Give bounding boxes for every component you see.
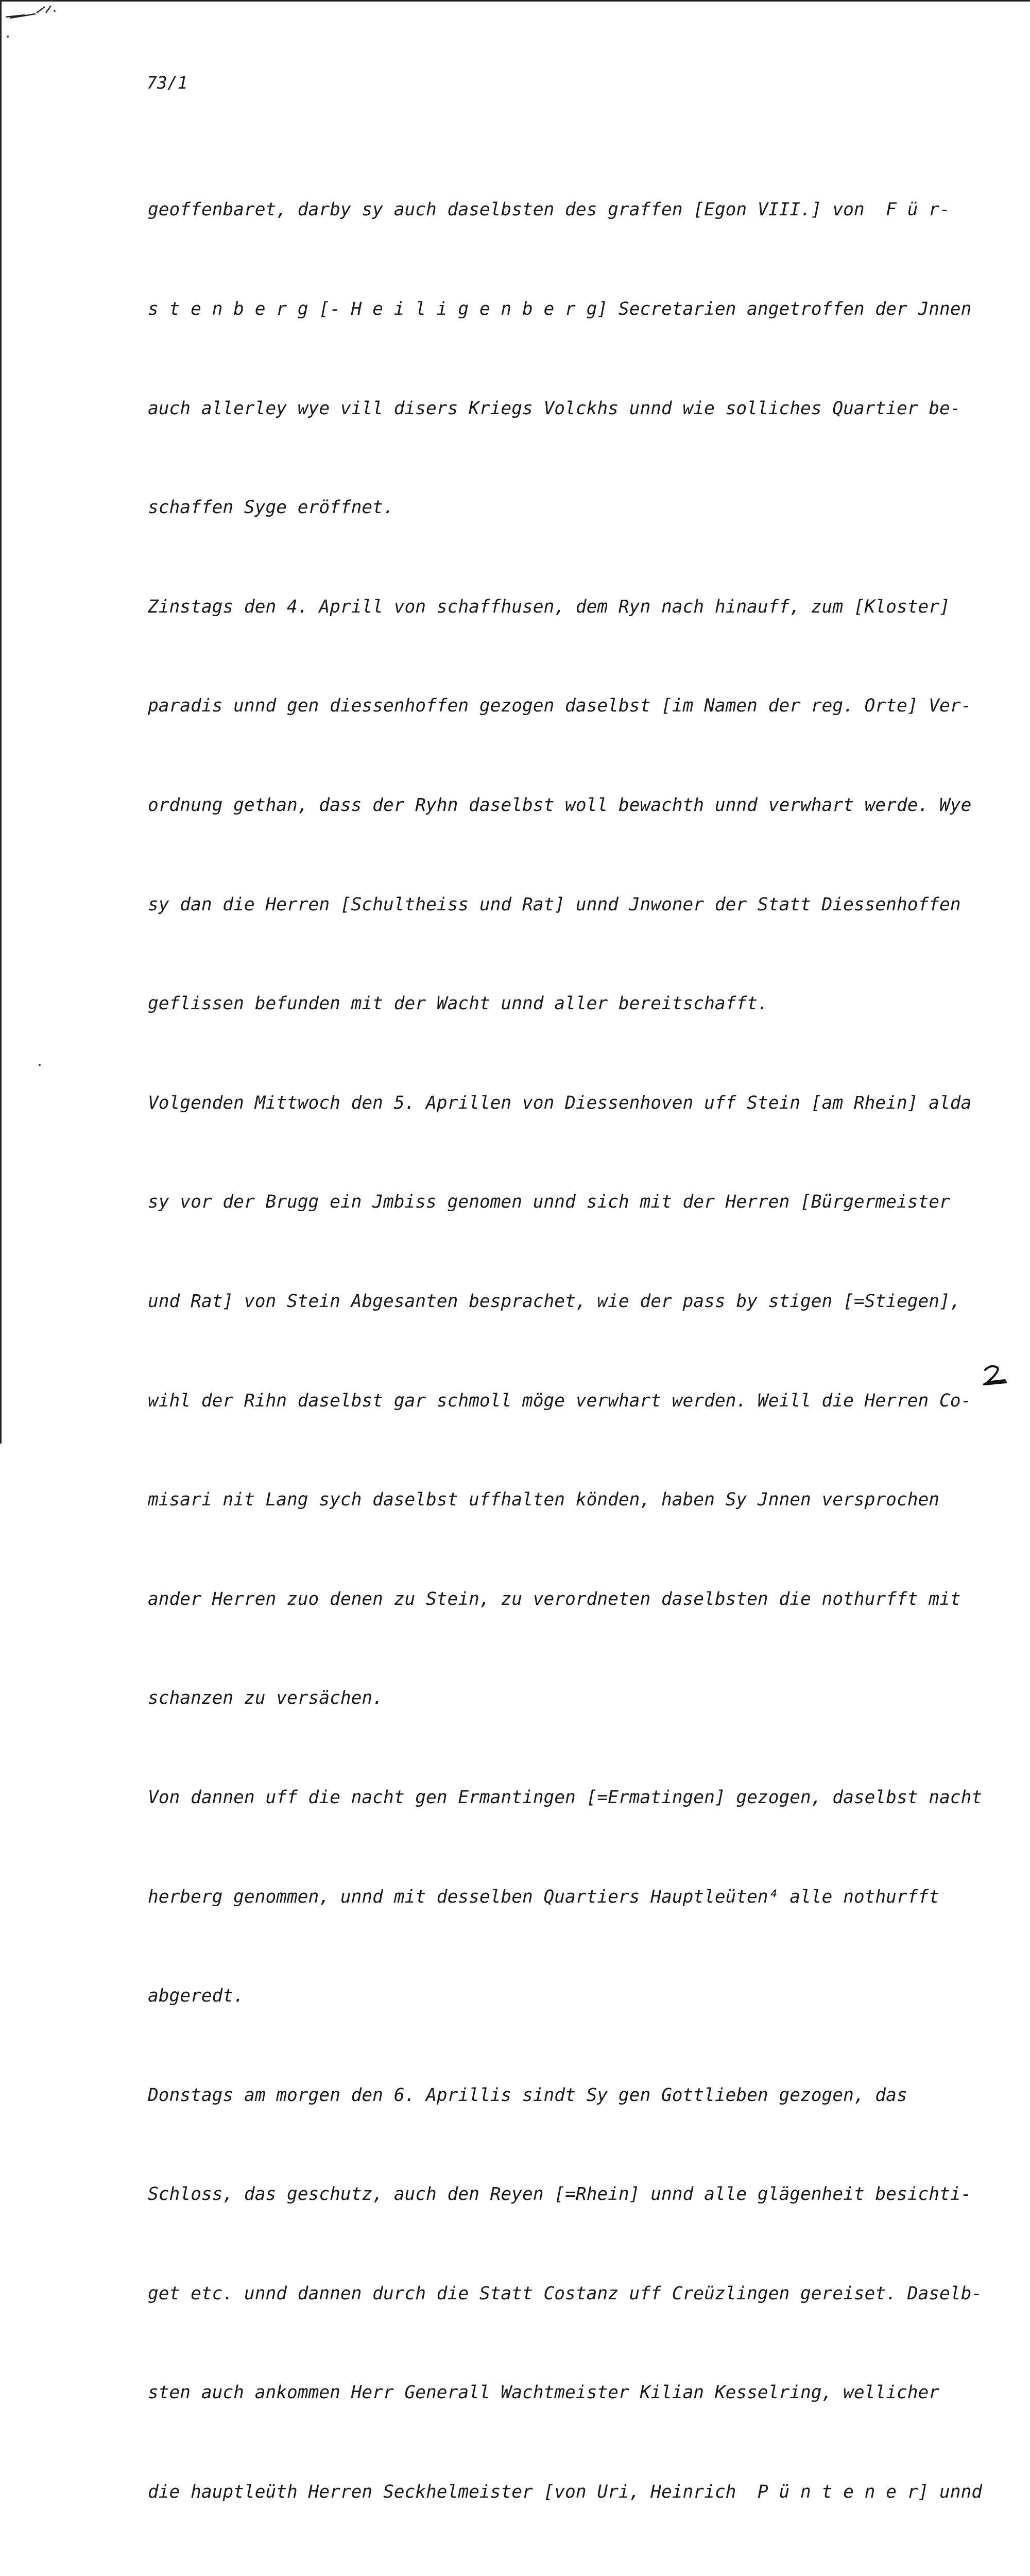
text-line: auch allerley wye vill disers Kriegs Volckhs unnd wie solliches Quartier be- [148,398,961,419]
text-line: Zinstags den 4. Aprill von schaffhusen, dem Ryn nach hinauff, zum [Kloster] [148,596,950,617]
text-line: die hauptleüth Herren Seckhelmeister [von Uri, Heinrich P ü n t e n e r] unnd [148,2482,983,2503]
stray-dot [39,1064,41,1066]
text-line: wihl der Rihn daselbst gar schmoll möge verwhart werden. Weill die Herren Co- [148,1390,972,1411]
text-line: abgeredt. [148,1986,244,2007]
text-line: und Rat] von Stein Abgesanten besprachet, wie der pass by stigen [=Stiegen], [148,1291,961,1312]
text-line: geflissen befunden mit der Wacht unnd aller bereitschafft. [148,993,768,1014]
text-line: schaffen Syge eröffnet. [148,497,394,518]
handwritten-mark [980,1362,1011,1387]
text-line: schanzen zu versächen. [148,1688,383,1709]
stray-dot [7,36,9,38]
text-line [148,2575,962,2576]
text-line: ander Herren zuo denen zu Stein, zu verordneten daselbsten die nothurfft mit [148,1588,961,1609]
text-line: ordnung gethan, dass der Ryhn daselbst woll bewachth unnd verwhart werde. Wye [148,794,972,816]
text-line: Volgenden Mittwoch den 5. Aprillen von Diessenhoven uff Stein [am Rhein] alda [148,1092,972,1113]
text-line: sy vor der Brugg ein Jmbiss genomen unnd sich mit der Herren [Bürgermeister [148,1192,950,1213]
text-line: Donstags am morgen den 6. Aprillis sindt Sy gen Gottlieben gezogen, das [148,2084,907,2106]
text-line: sten auch ankommen Herr Generall Wachtmeister Kilian Kesselring, wellicher [148,2382,940,2403]
text-line: get etc. unnd dannen durch die Statt Costanz uff Creüzlingen gereiset. Daselb- [148,2283,983,2304]
text-line: herberg genommen, unnd mit desselben Quartiers Hauptleüten⁴ alle nothurfft [148,1886,940,1907]
text-line: s t e n b e r g [- H e i l i g e n b e r g] Secretarien angetroffen der Jnnen [148,299,972,319]
text-line: geoffenbaret, darby sy auch daselbsten des graffen [Egon VIII.] von F ü r- [148,199,950,221]
corner-scribble [5,3,66,21]
text-line: Schloss, das geschutz, auch den Reyen [=Rhein] unnd alle glägenheit besichti- [148,2184,972,2205]
text-line: paradis unnd gen diessenhoffen gezogen daselbst [im Namen der reg. Orte] Ver- [148,696,972,717]
transcription-body [148,127,983,2576]
page-number: 73/1 [147,73,188,93]
text-line: Von dannen uff die nacht gen Ermantingen [=Ermatingen] gezogen, daselbst nacht [148,1787,983,1808]
text-line: sy dan die Herren [Schultheiss und Rat] unnd Jnwoner der Statt Diessenhoffen [148,894,961,915]
text-line: misari nit Lang sych daselbst uffhalten könden, haben Sy Jnnen versprochen [148,1489,940,1511]
